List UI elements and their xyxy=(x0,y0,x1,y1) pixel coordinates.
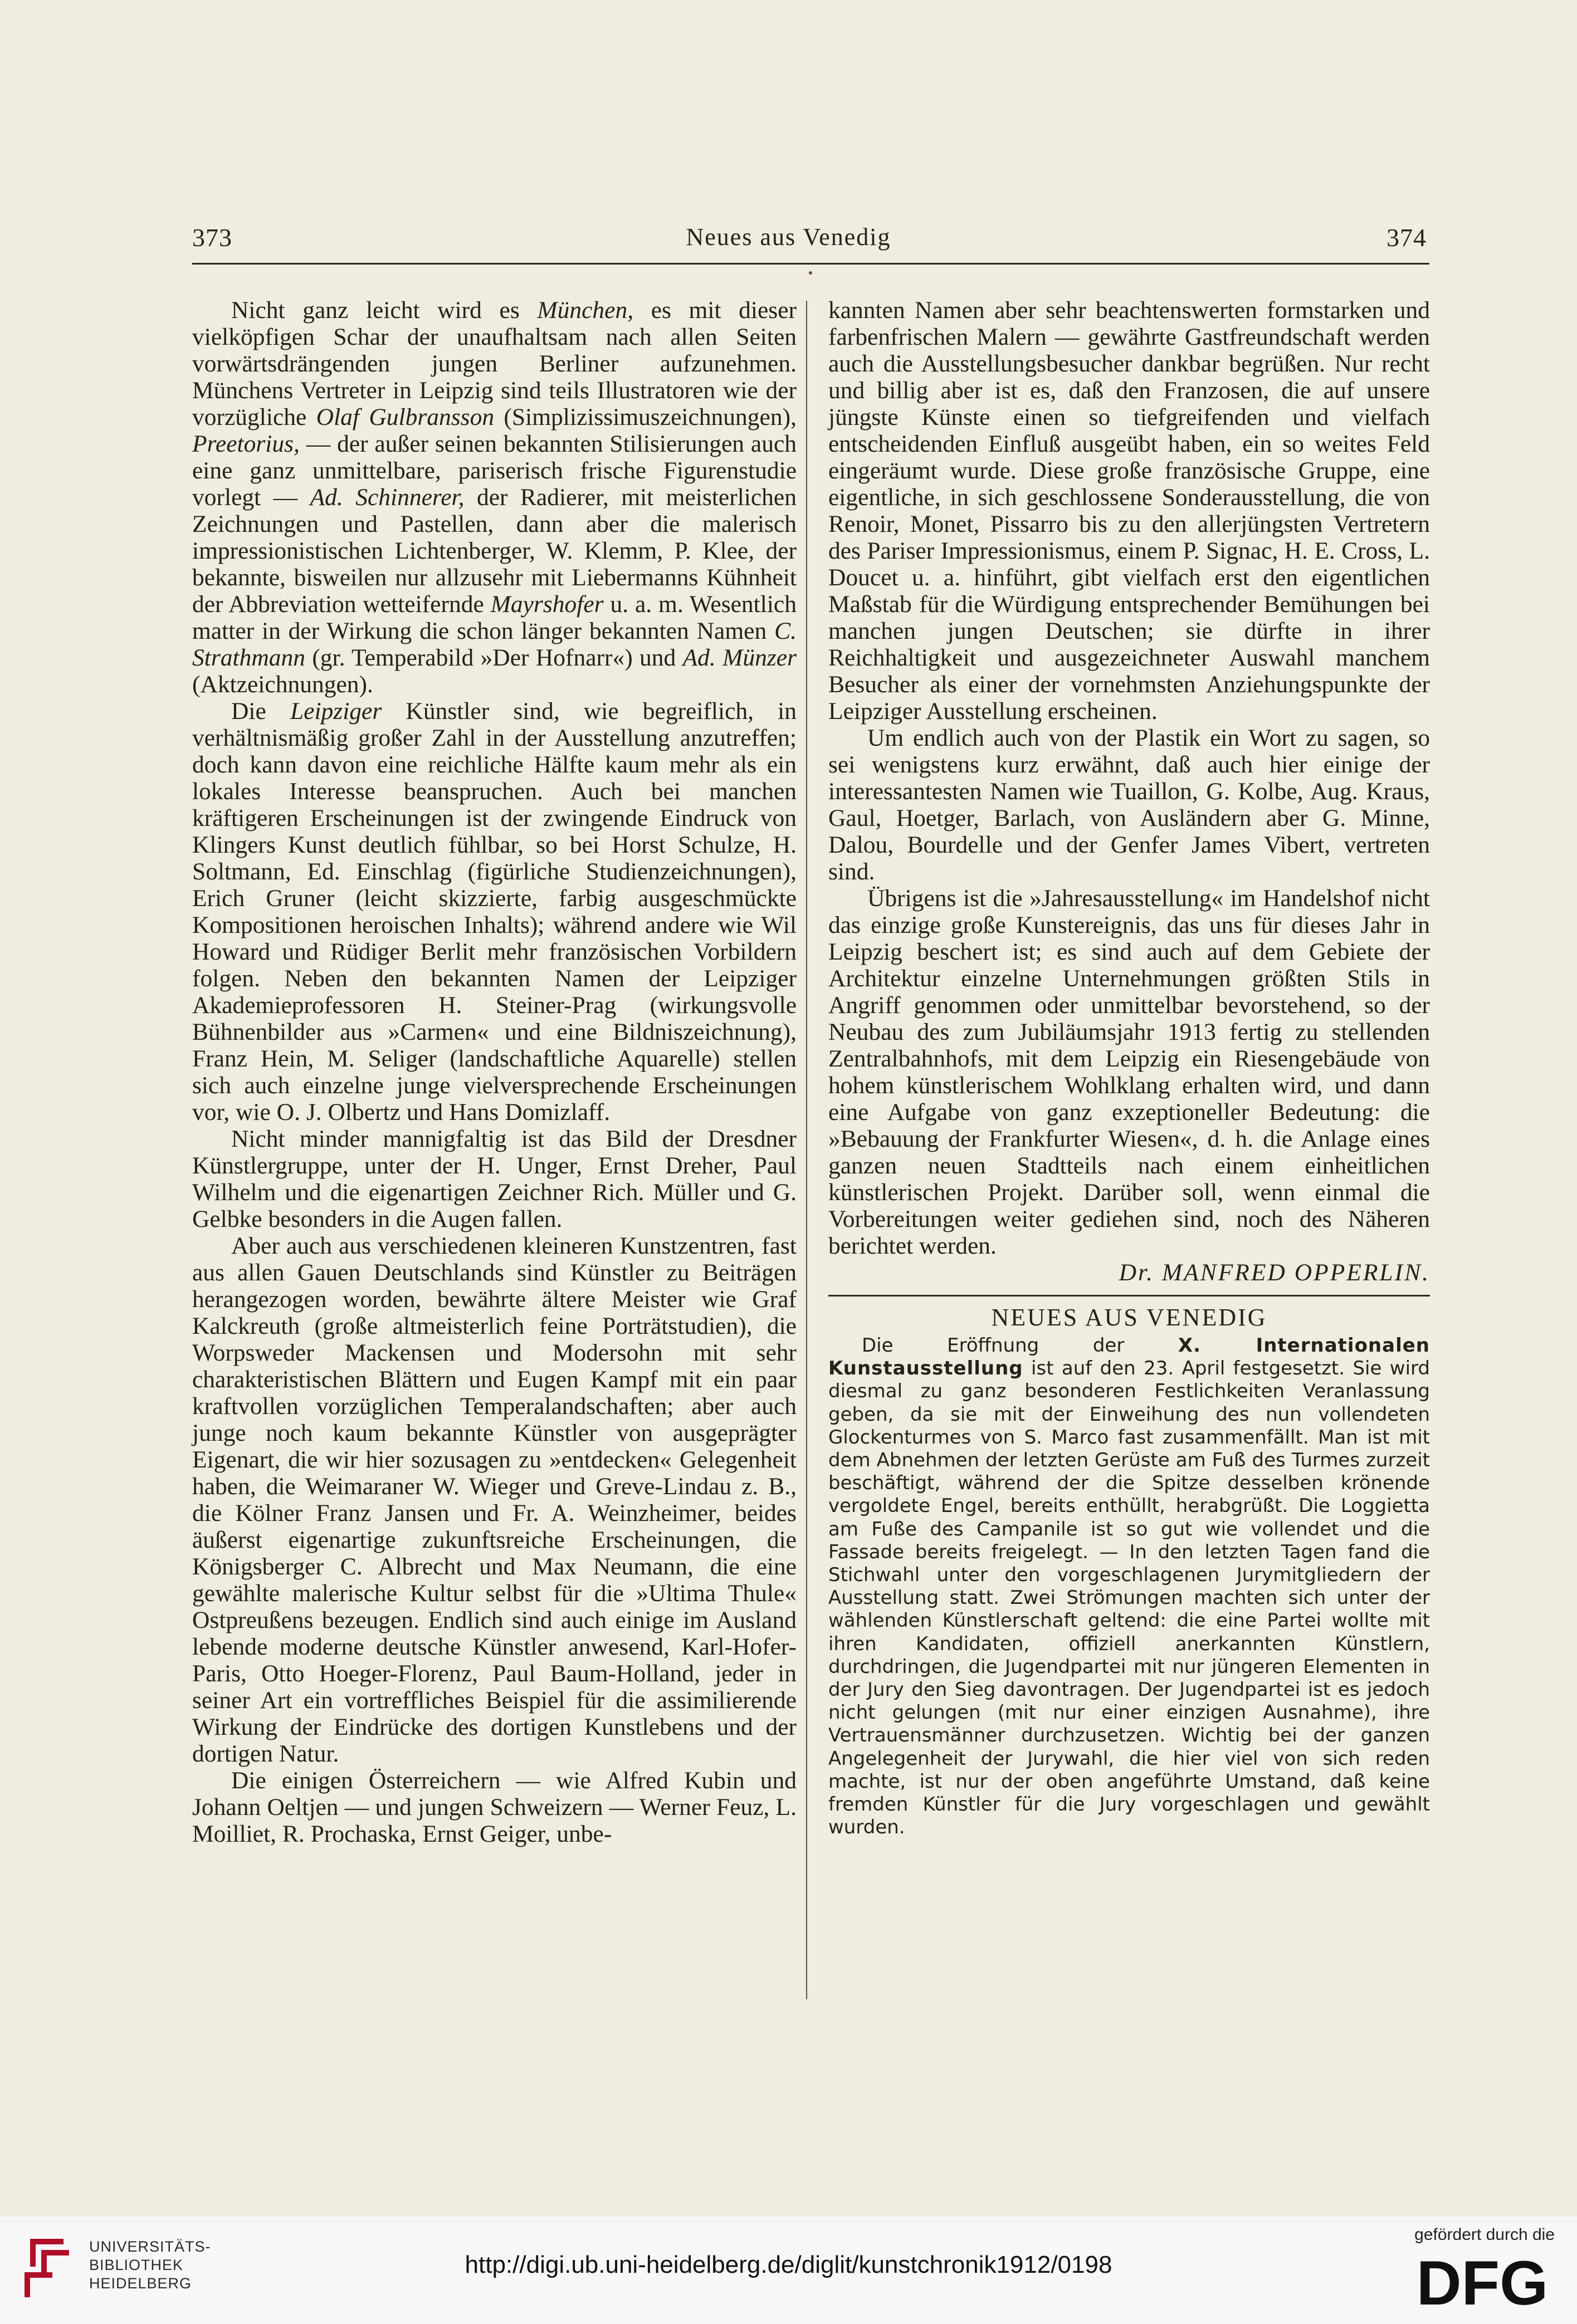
dfg-logo-text: DFG xyxy=(1416,2250,1549,2311)
library-name-line: BIBLIOTHEK xyxy=(89,2257,184,2273)
paragraph: Nicht ganz leicht wird es München, es mit dieser vielköpfigen Schar der unaufhaltsam nach allen Seiten vorwärtsdrängenden jungen Berliner aufzunehmen. Münchens Vertreter in Leipzig sind teils Illustratoren wie der vorzügliche Olaf Gulbransson (Simplizissimuszeichnungen), Preetorius, — der außer seinen bekannten Stilisierungen auch eine ganz unmittelbare, pariserisch frische Figurenstudie vorlegt — Ad. Schinnerer, der Radierer, mit meisterlichen Zeichnungen und Pastellen, dann aber die malerisch impressionistischen Lichtenberger, W. Klemm, P. Klee, der bekannte, bisweilen nur allzusehr mit Liebermanns Kühnheit der Abbreviation wetteifernde Mayrshofer u. a. m. Wesentlich matter in der Wirkung die schon länger bekannten Namen C. Strathmann (gr. Temperabild »Der Hofnarr«) und Ad. Münzer (Aktzeichnungen). xyxy=(192,297,797,698)
section-heading: NEUES AUS VENEDIG xyxy=(991,1304,1267,1331)
header-rule xyxy=(192,263,1429,265)
paragraph: Die einigen Österreichern — wie Alfred Kubin und Johann Oeltjen — und jungen Schweizern — Werner Feuz, L. Moilliet, R. Prochaska, Ernst Geiger, unbe- xyxy=(192,1767,797,1847)
library-name-line: HEIDELBERG xyxy=(89,2275,192,2292)
permalink-url[interactable]: http://digi.ub.uni-heidelberg.de/diglit/kunstchronik1912/0198 xyxy=(465,2251,1112,2278)
page-number-right: 374 xyxy=(1386,223,1427,252)
ornament-dot xyxy=(809,271,812,275)
column-divider xyxy=(806,301,807,1999)
paragraph: kannten Namen aber sehr beachtenswerten formstarken und farbenfrischen Malern — gewährte Gastfreundschaft werden auch die Ausstellungsbesucher dankbar begrüßen. Nur recht und billig aber ist es, daß den Franzosen, die auf unsere jüngste Künste einen so tiefgreifenden und vielfach entscheidenden Einfluß ausgeübt haben, ein so weites Feld eingeräumt wurde. Diese große französische Gruppe, eine eigentliche, in sich geschlossene Sonderausstellung, die von Renoir, Monet, Pissarro bis zu den allerjüngsten Vertretern des Pariser Impressionismus, einem P. Signac, H. E. Cross, L. Doucet u. a. hinführt, gibt vielfach erst den eigentlichen Maßstab für die Würdigung entsprechender Bemühungen bei manchen jungen Deutschen; sie dürfte in ihrer Reichhaltigkeit und ausgezeichneter Auswahl manchem Besucher als einer der vornehmsten Anziehungspunkte der Leipziger Ausstellung erscheinen. xyxy=(828,297,1430,725)
footer-bar xyxy=(0,2217,1577,2324)
paragraph: Die Leipziger Künstler sind, wie begreiflich, in verhältnismäßig großer Zahl in der Ausstellung anzutreffen; doch kann davon eine reichliche Hälfte kaum mehr als ein lokales Interesse beanspruchen. Auch bei manchen kräftigeren Erscheinungen ist der zwingende Eindruck von Klingers Kunst deutlich fühlbar, so bei Horst Schulze, H. Soltmann, Ed. Einschlag (figürliche Studienzeichnungen), Erich Gruner (leicht skizzierte, farbig ausgeschmückte Kompositionen heroischen Inhalts); während andere wie Wil Howard und Rüdiger Berlit mehr französischen Vorbildern folgen. Neben den bekannten Namen der Leipziger Akademieprofessoren H. Steiner-Prag (wirkungsvolle Bühnenbilder aus »Carmen« und eine Bildniszeichnung), Franz Hein, M. Seliger (landschaftliche Aquarelle) stellen sich auch einzelne junge vielversprechende Erscheinungen vor, wie O. J. Olbertz und Hans Domizlaff. xyxy=(192,698,797,1126)
paragraph: Die Eröffnung der X. Internationalen Kunstausstellung ist auf den 23. April festgesetzt. Sie wird diesmal zu ganz besonderen Festlichkeiten Veranlassung geben, da sie mit der Einweihung des nun vollendeten Glockenturmes von S. Marco fast zusammenfällt. Man ist mit dem Abnehmen der letzten Gerüste am Fuß des Turmes zurzeit beschäftigt, während der die Spitze desselben krönende vergoldete Engel, bereits enthüllt, herabgrüßt. Die Loggietta am Fuße des Campanile ist so gut wie vollendet und die Fassade bereits freigelegt. — In den letzten Tagen fand die Stichwahl unter den vorgeschlagenen Jurymitgliedern der Ausstellung statt. Zwei Strömungen machten sich unter der wählenden Künstlerschaft geltend: die eine Partei wollte mit ihren Kandidaten, offiziell anerkannten Künstlern, durchdringen, die Jugendpartei mit nur jüngeren Elementen in der Jury den Sieg davontragen. Der Jugendpartei ist es jedoch nicht gelungen (mit nur einer einzigen Ausnahme), ihre Vertrauensmänner durchzusetzen. Wichtig bei der ganzen Angelegenheit der Jurywahl, die hier viel von sich reden machte, ist nur der oben angeführte Umstand, daß keine fremden Künstler für die Jury vorgeschlagen und gewählt wurden. xyxy=(828,1334,1430,1839)
dfg-logo-icon xyxy=(1410,2250,1555,2311)
author-signature: Dr. MANFRED OPPERLIN. xyxy=(1119,1259,1430,1286)
paragraph: Aber auch aus verschiedenen kleineren Kunstzentren, fast aus allen Gauen Deutschlands sind Künstler zu Beiträgen herangezogen worden, bewährte ältere Meister wie Graf Kalckreuth (große altmeisterlich feine Porträtstudien), die Worpsweder Mackensen und Modersohn mit sehr charakteristischen Blättern und Eugen Kampf mit ein paar kraftvollen vorzüglichen Temperalandschaften; aber auch junge noch kaum bekannte Künstler von ausgeprägter Eigenart, die wir hier sozusagen zu »entdecken« Gelegenheit haben, die Weimaraner W. Wieger und Greve-Lindau z. B., die Kölner Franz Jansen und Fr. A. Weinzheimer, beides äußerst eigenartige zukunftsreiche Erscheinungen, die Königsberger C. Albrecht und Max Neumann, die eine gewählte malerische Kultur selbst für die »Ultima Thule« Ostpreußens bezeugen. Endlich sind auch einige im Ausland lebende moderne deutsche Künstler anwesend, Karl-Hofer-Paris, Otto Hoeger-Florenz, Paul Baum-Holland, jeder in seiner Art ein vortreffliches Beispiel für die assimilierende Wirkung der Eindrücke des dortigen Kunstlebens und der dortigen Natur. xyxy=(192,1232,797,1767)
right-column xyxy=(828,297,1430,1839)
paragraph: Um endlich auch von der Plastik ein Wort zu sagen, so sei wenigstens kurz erwähnt, daß auch hier einige der interessantesten Namen wie Tuaillon, G. Kolbe, Aug. Kraus, Gaul, Hoetger, Barlach, von Ausländern aber G. Minne, Dalou, Bourdelle und der Genfer James Vibert, vertreten sind. xyxy=(828,725,1430,885)
section-body xyxy=(828,1334,1430,1839)
funding-note: gefördert durch die xyxy=(1414,2225,1555,2244)
page-number-left: 373 xyxy=(192,223,232,252)
paragraph: Übrigens ist die »Jahresausstellung« im Handelshof nicht das einzige große Kunstereignis, das uns für dieses Jahr in Leipzig beschert ist; es sind auch auf dem Gebiete der Architektur einzelne Unternehmungen größten Stils in Angriff genommen oder unmittelbar bevorstehend, so der Neubau des zum Jubiläumsjahr 1913 fertig zu stellenden Zentralbahnhofs, mit dem Leipzig ein Riesengebäude von hohem künstlerischem Wohlklang erhalten wird, und dann eine Aufgabe von ganz exzeptioneller Bedeutung: die »Bebauung der Frankfurter Wiesen«, d. h. die Anlage eines ganzen neuen Stadtteils nach einem einheitlichen künstlerischen Projekt. Darüber soll, wenn einmal die Vorbereitungen weiter gediehen sind, noch des Näheren berichtet werden. xyxy=(828,885,1430,1259)
section-rule xyxy=(828,1295,1430,1296)
library-name-line: UNIVERSITÄTS- xyxy=(89,2238,211,2255)
running-title: Neues aus Venedig xyxy=(686,223,891,251)
paragraph: Nicht minder mannigfaltig ist das Bild der Dresdner Künstlergruppe, unter der H. Unger, Ernst Dreher, Paul Wilhelm und die eigenartigen Zeichner Rich. Müller und G. Gelbke besonders in die Augen fallen. xyxy=(192,1126,797,1232)
left-column xyxy=(192,297,797,1847)
